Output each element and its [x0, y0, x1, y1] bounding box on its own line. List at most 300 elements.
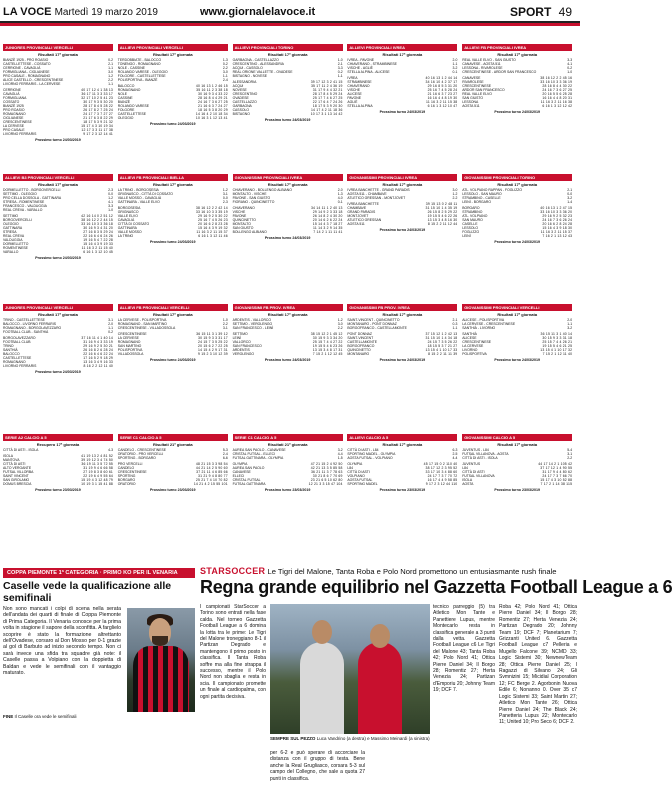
match-row: GARBAGNA - CASTELLAZZO 1-0	[232, 58, 343, 62]
round-label: Risultati 17ª giornata	[382, 52, 423, 57]
team-name: CHAMBAVE	[347, 206, 367, 210]
team-name: CITTÀ DI ASTI	[3, 462, 26, 466]
league-block	[462, 174, 572, 244]
section-name: SPORT	[509, 5, 552, 19]
table-row	[118, 234, 228, 238]
team-name: LIVORNO	[462, 348, 478, 352]
away-team: CASSOLO	[246, 66, 263, 70]
home-team: BALOCCO	[3, 322, 20, 326]
match-row: BIANZÈ 1925 - PRO ROASIO 0-2	[3, 58, 113, 62]
player-beard	[152, 636, 168, 646]
team-stats: 24 17 7 3 7 66 70	[542, 474, 573, 478]
team-name: ELLECI	[232, 474, 245, 478]
home-team: VALLE MOSSO	[117, 196, 142, 200]
team-name: OLEGGIO	[117, 116, 134, 120]
team-stats: 21 16 6 3 7 24 27	[198, 104, 228, 108]
round-label: Risultati 17ª giornata	[38, 182, 78, 187]
team-stats: 36 21 11 3 7 78 63	[310, 470, 343, 474]
match-row: CANAVESE - AOSTA 511 4-1	[462, 62, 573, 66]
league-block	[118, 44, 228, 126]
team-name: CASELLE	[462, 222, 478, 226]
team-name: CRESCENTINESE	[3, 120, 32, 124]
home-team: LA CERVESE	[462, 322, 484, 326]
away-team: QUINCINETTO	[251, 200, 275, 204]
match-row: FUTSAL GATTINARA - OLYMPIA 1-5	[232, 456, 343, 460]
team-stats: 28 16 8 4 4 30 22	[542, 84, 573, 88]
player-shirt	[133, 646, 189, 712]
team-stats: 28 16 8 4 4 29 21	[198, 96, 228, 100]
match-score: 1-5	[337, 456, 343, 460]
away-team: AGLIÈ	[362, 66, 373, 70]
team-stats: 24 15 7 3 5 26 22	[427, 340, 458, 344]
away-team: VALDUGGIA	[27, 204, 47, 208]
team-name: ROMAGNANO	[3, 112, 26, 116]
home-team: SETTIMO	[232, 322, 248, 326]
team-name: VARALLO	[3, 250, 19, 254]
team-stats: 6 16 1 3 12 10 45	[83, 250, 113, 254]
next-round: Prossimo turno 24/03/2019	[494, 358, 540, 362]
match-row: CHIAVERANO - STRAMBINESE 1-1	[347, 62, 458, 66]
team-stats: 7 15 2 1 12 11 40	[542, 352, 573, 356]
team-stats: 7 14 2 1 11 11 41	[313, 230, 343, 234]
away-team: CHAMBAVE	[367, 192, 387, 196]
match-row: CITTÀ DI ASTI - L84 6-3	[347, 448, 458, 452]
team-stats: 33 16 10 3 3 36 19	[540, 80, 573, 84]
team-stats: 31 16 9 4 3 33 19	[83, 340, 113, 344]
home-team: TERDOBBIATE	[117, 58, 142, 62]
match-row: SETTIMO - OLEGGIO 0-0	[3, 192, 113, 196]
team-stats: 18 17 5 3 9 20 30	[312, 104, 343, 108]
team-stats: 25 15 7 4 4 27 22	[312, 340, 343, 344]
match-row: FIORANO - QUINCINETTO 0-1	[232, 200, 343, 204]
team-stats: 29 16 9 2 5 30 21	[83, 344, 113, 348]
team-stats: 24 16 7 3 6 26 24	[542, 218, 573, 222]
home-team: ATLETICO GRESSAN	[347, 196, 382, 200]
caption-strong: FINE	[3, 714, 14, 719]
match-row: TONENGO - ROMAGNANO 0-2	[117, 62, 228, 66]
match-score: 2-1	[567, 188, 573, 192]
match-score: 6-3	[452, 448, 458, 452]
home-team: CERRIONE	[3, 66, 21, 70]
team-name: L84	[347, 466, 354, 470]
team-name: CITTÀ DI ASTI	[462, 470, 485, 474]
team-stats: 11 16 3 2 11 15 38	[426, 100, 458, 104]
standings-table	[347, 462, 457, 486]
team-name: POLISPORTIVA	[462, 352, 487, 356]
team-name: LIVORNO FERRARIS	[3, 132, 37, 136]
round-label: Risultati 17ª giornata	[382, 442, 423, 447]
match-row: FOOTBALL CLUB - SANTHIÀ 0-2	[3, 330, 113, 334]
next-round: Prossimo turno 24/03/2019	[150, 358, 196, 362]
team-name: DOMUS BRESCIA	[3, 482, 32, 486]
team-stats: 20 16 6 2 8 23 28	[198, 222, 228, 226]
team-name: FOLGORE	[117, 108, 135, 112]
masthead-right	[510, 5, 572, 19]
match-row: SANTHIÀ - LIVORNO 3-2	[462, 326, 573, 330]
team-name: GRIGNASCO	[117, 210, 139, 214]
match-score: 2-4	[222, 452, 228, 456]
home-team: STELLA ALPINA	[347, 70, 373, 74]
home-team: CITTÀ DI ASTI	[462, 456, 485, 460]
home-team: CANAVESE	[462, 62, 481, 66]
league-block	[3, 434, 113, 492]
next-round: Prossimo turno 24/03/2019	[35, 138, 81, 142]
team-name: ROMAGNANO	[117, 88, 141, 92]
team-name: LA CERVESE	[462, 344, 484, 348]
article-body	[200, 604, 577, 800]
away-team: CAVAGLIÀ	[144, 196, 162, 200]
match-score: 3-2	[567, 326, 573, 330]
league-title: GIOVANISSIMI PROVINCIALI IVREA	[347, 174, 457, 181]
team-name: CHIAVERANO	[347, 84, 370, 88]
home-team: REAL CREVA	[3, 208, 24, 212]
away-team: CANAVESE	[267, 448, 286, 452]
team-name: QUINCINETTO	[232, 218, 256, 222]
team-stats: 25 15 7 4 4 26 21	[542, 340, 573, 344]
match-row: CRISTAL FUTSAL - ELLECI 4-4	[232, 452, 343, 456]
match-row: GATTINARA - VALLE ELVO 2-3	[117, 200, 228, 204]
round-label: Recupero 17ª giornata	[36, 442, 80, 447]
team-name: CRESCENTINESE	[117, 332, 147, 336]
away-team: FOGLIZZO	[505, 188, 522, 192]
team-stats: 25 16 7 4 5 26 23	[198, 218, 228, 222]
next-round: Prossimo turno 23/03/2019	[494, 488, 540, 492]
away-team: BORGOVERCELLI	[31, 188, 61, 192]
team-stats: 28 17 8 4 5 28 22	[83, 104, 113, 108]
team-stats: 22 16 6 4 6 24 26	[83, 234, 113, 238]
match-score: 2-1	[452, 318, 458, 322]
match-score: 0-2	[108, 330, 113, 334]
home-team: FOOTBALL CLUB	[3, 330, 31, 334]
match-row: AUREA SAN PAOLO - CANAVESE 3-2	[232, 448, 343, 452]
away-team: MONTJOVET	[384, 196, 406, 200]
team-name: CASSINE	[117, 96, 133, 100]
standings-table	[462, 206, 572, 238]
article-column-1: I campionati StarSoccer a Torino sono entrati nella fase calda. Nel torneo Gazzetta Football League a 6 domina la lotta tra le prime: Le Tigri del Malone troneggiano 8-1 il Partizan Degrado e mantengono il primo posto in classifica. Il Tanta Roba soffre ma alla fine strappa il successo, mentre il Polo Nord non sbaglia e resta in scia. Il campionato promette un finale al cardiopalma, con ogni partita decisiva.	[200, 604, 266, 700]
website-link[interactable]: www.giornalelavoce.it	[200, 6, 316, 18]
team-stats: 30 15 9 3 3 34 20	[312, 336, 343, 340]
home-team: POLISPORTIVA	[117, 78, 143, 82]
team-name: SAN MAURO	[462, 218, 483, 222]
team-stats: 18 17 5 3 9 21 32	[83, 120, 113, 124]
away-team: OLEGGIO	[21, 192, 37, 196]
team-stats: 19 15 5 4 6 21 25	[542, 344, 573, 348]
team-stats: 42 21 13 3 5 85 58	[310, 466, 343, 470]
match-score: 0-0	[108, 192, 113, 196]
away-team: SAN GIUSTO	[249, 196, 271, 200]
team-name: CASSOLO	[232, 108, 249, 112]
match-score: 3-2	[567, 196, 573, 200]
round-label: Risultati 17ª giornata	[497, 442, 538, 447]
team-stats: 24 16 7 3 6 27 25	[198, 100, 228, 104]
next-round: Prossimo turno 24/03/2019	[150, 122, 196, 126]
match-score: 6-6	[222, 456, 228, 460]
away-team: VISCHE	[253, 192, 267, 196]
table-row	[3, 482, 113, 486]
team-name: CASTELLAMONTE	[347, 340, 377, 344]
away-team: L84	[483, 448, 489, 452]
home-team: GARBAGNA	[232, 58, 252, 62]
match-score: 4-3	[108, 448, 113, 452]
away-team: PRO VERCELLI	[138, 452, 164, 456]
team-name: PAVONE	[347, 96, 362, 100]
match-score: 2-3	[108, 188, 113, 192]
team-name: PAVONE	[232, 214, 247, 218]
table-row	[233, 352, 343, 356]
away-team: SANTHIÀ	[33, 330, 49, 334]
home-team: CRESCENTINESE	[462, 70, 492, 74]
home-team: CRESCENTINESE	[117, 326, 147, 330]
team-name: AOSTA	[462, 482, 474, 486]
standings-table	[347, 332, 457, 356]
team-name: LA CERVESE	[117, 336, 139, 340]
away-team: BORGOSESIA	[136, 188, 159, 192]
match-row: CASTELLETTESE - COSSATO 2-1	[3, 62, 113, 66]
article-column-3: tecnico parreggio (5) tra Atletico Mon Tante e Panettiere Lupus, mentre Montecarlo resta in classifica generale a 3 punti dalla vetta. Gazzetta Football League c6 Le Tigri del Malone 43; Tanta Roba 42; Polo Nord 41; Ottica Pierre Daniel 34; Il Borgo 28; Romentiz 27; Herta Venezia 24; Partizan d'Emporiu 20; Johnny Team 19; DCF 7.	[433, 604, 495, 694]
away-team: PRO ROASIO	[26, 58, 49, 62]
team-name: CANAVESE	[232, 470, 251, 474]
team-name: BORGOFRANCO	[347, 344, 375, 348]
away-team: BIANZÈ	[145, 78, 158, 82]
away-team: VEROLENGO	[250, 322, 273, 326]
match-row: PAVONE - SAN GIUSTO 4-0	[232, 196, 343, 200]
team-name: REAL VALLE ELVO	[462, 92, 492, 96]
team-stats: 40 16 13 1 2 44 14	[425, 76, 458, 80]
match-row: ALICESE - POLISPORTIVA 2-0	[462, 318, 573, 322]
standings-grid	[3, 44, 577, 564]
league-block	[3, 304, 113, 374]
match-row: CRESCENTINO - ALESSANDRIA 2-1	[232, 62, 343, 66]
match-score: 1-3	[222, 58, 228, 62]
team-stats: 40 16 13 1 2 46 15	[195, 84, 228, 88]
team-stats: 30 16 9 3 4 31 20	[83, 226, 113, 230]
team-name: BORGOLAVEZZARO	[3, 336, 36, 340]
home-team: BORGOFRANCO	[347, 326, 375, 330]
away-team: COSSATO	[34, 62, 51, 66]
home-team: STRESA	[3, 200, 17, 204]
paper-name: LA VOCE	[3, 6, 52, 18]
home-team: BISTAGNO	[232, 74, 250, 78]
team-name: VISCHE	[347, 88, 361, 92]
next-round: Prossimo turno 24/03/2019	[379, 110, 426, 114]
team-stats: 27 19 8 3 8 60 61	[83, 470, 113, 474]
table-row	[462, 352, 572, 356]
standings-table	[118, 206, 228, 238]
photo-head-left	[312, 620, 332, 644]
team-name: FOGLIZZO	[462, 230, 480, 234]
away-team: GRAND PARADIS	[381, 188, 410, 192]
team-name: SANTHIÀ	[462, 332, 477, 336]
league-title: GIOVANISSIMI PROVINCIALI IVREA	[233, 174, 343, 181]
coppa-story-title: Caselle vede la qualificazione alle semifinali	[3, 580, 172, 604]
next-round: Prossimo turno 24/03/2019	[494, 240, 540, 244]
photo-person-left	[300, 642, 344, 734]
home-team: ATL. VOLPIANO RAPPAN	[462, 188, 503, 192]
league-title: SERIE C1 CALCIO A 5	[233, 434, 343, 441]
team-stats: 38 17 12 2 3 95 52	[425, 466, 458, 470]
team-stats: 20 16 5 5 6 25 28	[542, 92, 573, 96]
team-stats: 10 17 3 1 13 14 42	[310, 112, 343, 116]
team-stats: 32 17 10 2 5 41 23	[81, 96, 113, 100]
match-score: 4-4	[337, 452, 343, 456]
home-team: FORMIGLIANA	[3, 70, 27, 74]
league-block	[462, 304, 572, 362]
home-team: SAN FRANCESCO	[232, 326, 262, 330]
match-score: 1-0	[337, 58, 343, 62]
team-name: SETTIMO	[232, 332, 248, 336]
team-name: POLISPORTIVA	[117, 348, 143, 352]
away-team: CRESCENTINESE	[486, 322, 516, 326]
away-team: PONT DONNAZ	[372, 322, 397, 326]
match-row: JUVENTUS - L84 5-4	[462, 448, 573, 452]
team-name: ALICESE	[462, 336, 477, 340]
home-team: LEINÌ	[462, 200, 471, 204]
home-team: MONTANARO	[347, 322, 370, 326]
team-name: STRAMBINO	[462, 210, 483, 214]
league-title: GIOVANISSIMI PROVINCIALI TORINO	[462, 174, 572, 181]
home-team: CHIAVERANO	[347, 62, 370, 66]
match-score: 2-4	[222, 78, 228, 82]
match-row: ATLETICO GRESSAN - MONTJOVET 2-2	[347, 196, 458, 200]
team-name: VALLE MOSSO	[117, 230, 142, 234]
team-stats: 26 17 8 2 7 25 24	[83, 108, 113, 112]
team-name: SAN GIUSTO	[232, 226, 254, 230]
team-stats: 25 17 7 4 6 27 25	[312, 96, 343, 100]
team-stats: 9 17 2 3 12 44 110	[425, 482, 458, 486]
home-team: CITTÀ DI ASTI	[347, 448, 370, 452]
away-team: NOVESE	[252, 74, 268, 78]
team-stats: 15 17 4 3 10 19 34	[81, 124, 113, 128]
team-stats: 11 16 3 2 11 15 37	[196, 230, 228, 234]
team-name: SAN FRANCESCO	[232, 344, 262, 348]
standings-table	[233, 206, 343, 234]
team-stats: 24 17 7 3 7 70 72	[427, 474, 458, 478]
team-stats: 37 21 11 4 6 85 66	[196, 470, 228, 474]
match-row: BALOCCO - LIVORNO FERRARIS 2-0	[3, 322, 113, 326]
round-label: Risultati 17ª giornata	[152, 182, 193, 187]
team-name: SAN GIUSTO	[462, 96, 484, 100]
team-stats: 23 21 6 5 10 62 80	[310, 478, 343, 482]
team-stats: 20 15 6 2 7 22 25	[198, 344, 228, 348]
kicker-brand: STARSOCCER	[200, 566, 266, 576]
home-team: MONTALTO	[232, 192, 251, 196]
team-stats: 25 21 7 4 10 70 82	[195, 478, 228, 482]
league-title: ALLIEVI FB PROVINCIALI IVREA	[462, 44, 572, 51]
league-title: GIOVANISSIMI FB PROV. IVREA	[233, 304, 343, 311]
team-stats: 37 15 12 1 2 42 13	[425, 332, 458, 336]
team-name: CIGLIANESE	[3, 116, 24, 120]
match-score: 1-1	[108, 66, 113, 70]
standings-table	[3, 336, 113, 368]
away-team: ROMAGNANO	[27, 74, 51, 78]
match-score: 4-1	[108, 200, 113, 204]
match-row: CERRIONE - CAVAGLIÀ 1-1	[3, 66, 113, 70]
home-team: CITTÀ DI ASTI	[3, 448, 26, 452]
home-team: DORMELLETTO	[3, 188, 29, 192]
team-name: BORGARO	[462, 206, 480, 210]
match-row: ACQUI - CASSOLO 3-3	[232, 66, 343, 70]
away-team: CAVAGLIÀ	[23, 66, 41, 70]
round-label: Risultati 17ª giornata	[267, 182, 308, 187]
team-name: BISTAGNO	[232, 112, 250, 116]
team-stats: 30 16 9 3 4 33 22	[198, 92, 228, 96]
match-row: POLISPORTIVA - BIANZÈ 2-4	[117, 78, 228, 82]
league-block	[233, 174, 343, 240]
match-row: SPORTING - BORGARO 6-6	[117, 456, 228, 460]
match-score: 3-1	[222, 326, 228, 330]
team-stats: 22 19 6 4 9 55 64	[83, 474, 113, 478]
team-stats: 40 16 13 1 2 47 15	[540, 206, 573, 210]
team-name: SAN MARTINO	[117, 344, 142, 348]
masthead	[0, 0, 580, 40]
league-title: GIOVANISSIMI FB PROV. IVREA	[347, 304, 457, 311]
league-block	[347, 304, 457, 362]
team-name: ROLANDO VARESE	[117, 104, 150, 108]
table-row	[347, 352, 457, 356]
team-name: BALOCCO	[117, 84, 135, 88]
team-name: RIVAROLESE	[462, 80, 484, 84]
away-team: LIVORNO FERRARIS	[22, 322, 56, 326]
team-stats: 19 15 5 4 6 22 26	[427, 214, 458, 218]
away-team: CASELLE	[485, 196, 501, 200]
match-score: 1-0	[108, 208, 113, 212]
table-row	[3, 132, 113, 136]
away-team: ROMAGNANO	[137, 62, 161, 66]
team-name: CRESCENTINO	[232, 92, 258, 96]
standings-table	[118, 332, 228, 356]
team-name: ARDOR SAN FRANCESCO	[462, 88, 505, 92]
match-row: STRESA - ROMENTINESE 4-1	[3, 200, 113, 204]
home-team: SAINT-VINCENT	[347, 318, 374, 322]
table-row	[3, 364, 113, 368]
away-team: CASTELLAZZO	[254, 58, 279, 62]
team-stats: 36 19 11 3 5 72 55	[81, 462, 113, 466]
team-stats: 17 16 5 2 9 18 29	[83, 356, 113, 360]
team-name: BIANZÈ 1925	[3, 104, 24, 108]
team-stats: 15 16 4 3 9 19 33	[83, 242, 113, 246]
team-name: FUTSAL VILLORBA	[3, 470, 34, 474]
standings-table	[347, 202, 457, 226]
match-row: REAL ORIONE VALLETTE - OVADESE 0-2	[232, 70, 343, 74]
league-block	[3, 174, 113, 260]
team-stats: 26 14 8 2 4 30 20	[312, 214, 343, 218]
match-score: 3-0	[222, 70, 228, 74]
home-team: REAL ORIONE VALLETTE	[232, 70, 274, 74]
team-name: GATTINARA	[3, 226, 23, 230]
home-team: TRINO	[3, 318, 14, 322]
table-row	[347, 104, 457, 108]
starsoccer-article	[200, 566, 672, 802]
team-name: MONTJOVET	[347, 214, 369, 218]
team-stats: 47 21 15 2 4 92 50	[310, 462, 343, 466]
match-row: SAN FRANCESCO - LEINÌ 2-2	[232, 326, 343, 330]
team-stats: 11 16 3 2 11 15 40	[81, 246, 113, 250]
match-row: AOSTA 511 - CHAMBAVE 1-2	[347, 192, 458, 196]
match-score: 5-3	[222, 448, 228, 452]
home-team: AOSTA FUTSAL	[347, 456, 373, 460]
league-title: ALLIEVI FB PROVINCIALI BIELLA	[118, 174, 228, 181]
next-round: Prossimo turno 24/03/2019	[35, 256, 81, 260]
team-stats: 39 17 12 3 2 41 15	[310, 80, 343, 84]
match-score: 1-2	[108, 74, 113, 78]
team-stats: 24 17 7 3 7 27 27	[83, 112, 113, 116]
results-column	[462, 44, 572, 564]
masthead-accent-bar	[0, 23, 580, 26]
team-name: VALDUGGIA	[3, 238, 23, 242]
team-name: AOSTA FUTSAL	[347, 478, 373, 482]
article-caption-strong: SEMPRE SUL PEZZO	[270, 736, 316, 741]
match-row: CITTÀ DI ASTI - ISOLA 4-3	[3, 448, 113, 452]
